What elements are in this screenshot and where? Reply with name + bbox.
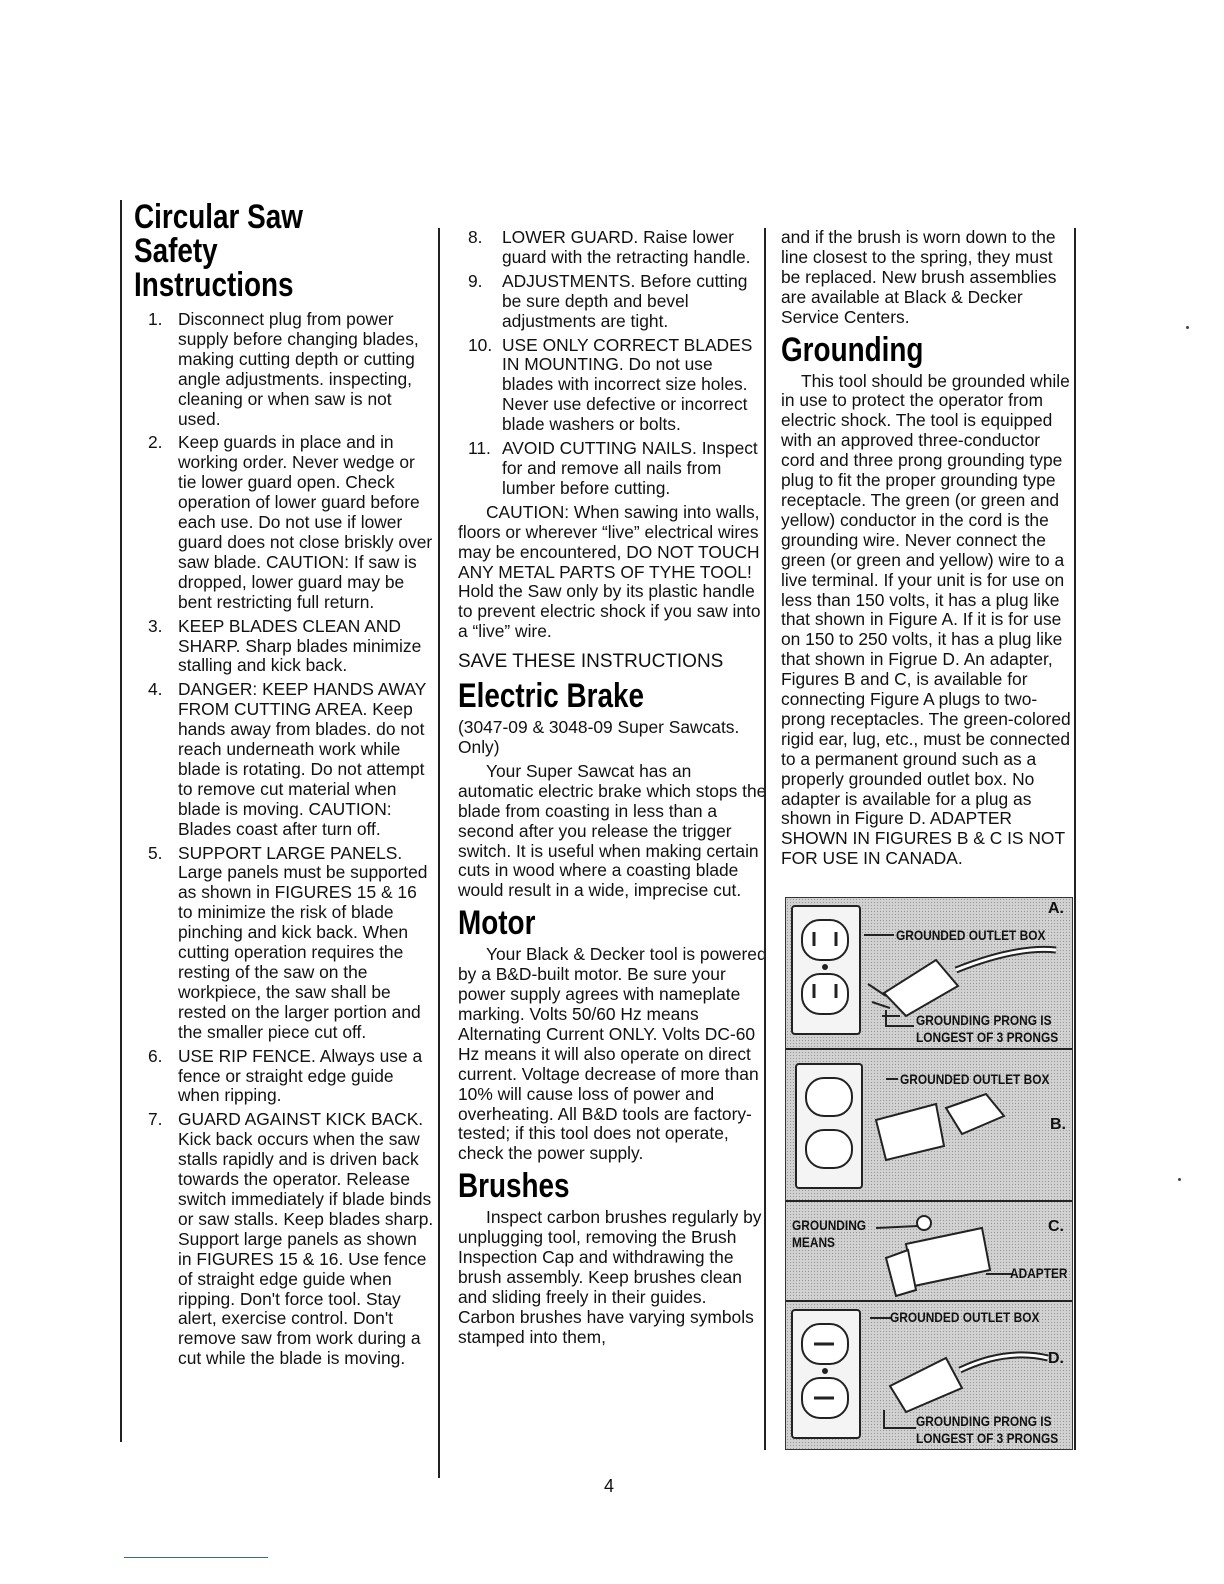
scan-speck [1186,326,1189,329]
figure-c-adapter-label: ADAPTER [1010,1265,1068,1281]
figure-c-means-line2: MEANS [792,1234,835,1250]
item-number: 5. [148,842,163,863]
item-number: 10. [468,334,493,355]
item-number: 1. [148,309,163,329]
figure-divider [786,1048,1072,1050]
safety-heading-line1: Circular Saw Safety [134,198,303,270]
figure-divider [786,1300,1072,1302]
page-number: 4 [604,1476,615,1496]
brushes-text: Inspect carbon brushes regularly by unplugging tool, removing the Brush Inspection Cap and withdrawing the brush assembly. Keep brushes clean and sliding freely in their guides. Carbon brushes have varying symbols stamped into them, [458,1207,762,1347]
item-number: 8. [468,227,483,247]
safety-item [134,844,434,1043]
safety-item [458,336,768,436]
electric-brake-heading: Electric Brake [458,677,644,716]
column-1 [120,200,434,1442]
figure-c-label: C. [1048,1218,1064,1235]
item-text: KEEP BLADES CLEAN AND SHARP. Sharp blades minimize stalling and kick back. [178,615,422,676]
safety-item [458,272,768,332]
column-2 [438,228,768,1478]
safety-list-1 [134,310,434,1369]
motor-heading: Motor [458,904,536,943]
item-number: 7. [148,1109,163,1130]
item-text: USE ONLY CORRECT BLADES IN MOUNTING. Do not use blades with incorrect size holes. Never use defective or incorrect blade washers or bolts. [502,334,753,435]
item-number: 9. [468,270,483,291]
item-text: Disconnect plug from power supply before changing blades, making cutting depth or cutting angle adjustments. inspecting, cleaning or when saw is not used. [178,309,419,429]
safety-item [458,439,768,499]
save-instructions: SAVE THESE INSTRUCTIONS [458,651,724,673]
figure-divider [786,1200,1072,1202]
safety-item [134,1047,434,1107]
safety-item [134,433,434,612]
plug-illustrations [786,898,1073,1450]
figure-a-prong-label-line2: LONGEST OF 3 PRONGS [916,1029,1059,1045]
item-text: Keep guards in place and in working order. Never wedge or tie lower guard open. Check operation of lower guard before each use. Do not use if lower guard does not close briskly over saw blade. CAUTION: If saw is dropped, lower guard may be bent restricting full return. [178,432,433,612]
figure-c-drawing [876,1216,1012,1296]
safety-item [134,680,434,839]
item-text: USE RIP FENCE. Always use a fence or straight edge guide when ripping. [178,1045,423,1106]
figure-c-means-line1: GROUNDING [792,1217,867,1233]
item-text: ADJUSTMENTS. Before cutting be sure depth and bevel adjustments are tight. [502,270,748,331]
scan-speck [1178,1178,1181,1181]
brushes-heading: Brushes [458,1167,570,1206]
item-text: LOWER GUARD. Raise lower guard with the retracting handle. [502,227,751,267]
figure-d-outlet-label: GROUNDED OUTLET BOX [890,1309,1040,1325]
figure-a-label: A. [1048,900,1064,917]
figure-b-label: B. [1050,1116,1066,1133]
caution-paragraph: CAUTION: When sawing into walls, floors or wherever “live” electrical wires may be encountered, DO NOT TOUCH ANY METAL PARTS OF TYHE TOOL! Hold the Saw only by its plastic handle to prevent electric shock if you saw into a “live” wire. [458,501,761,642]
footnote-rule [124,1557,268,1558]
item-text: AVOID CUTTING NAILS. Inspect for and remove all nails from lumber before cutting. [502,438,758,498]
safety-heading-line2: Instructions [134,266,294,304]
item-number: 4. [148,679,163,700]
item-text: DANGER: KEEP HANDS AWAY FROM CUTTING AREA. Keep hands away from blades. do not reach underneath work while blade is rotating. Do not attempt to remove cut material when blade is moving. CAUTION: Blades coast after turn off. [178,679,427,839]
electric-brake-note: (3047-09 & 3048-09 Super Sawcats. Only) [458,717,740,758]
item-text: GUARD AGAINST KICK BACK. Kick back occurs when the saw stalls rapidly and is driven back towards the operator. Release switch immediately if blade binds or saw stalls. Keep blades sharp. Support large panels as shown in FIGURES 15 & 16. Use fence of straight edge guide when ripping. Don't force tool. Stay alert, exercise control. Don't remove saw from work during a cut while the blade is moving. [178,1109,434,1369]
item-number: 6. [148,1045,163,1066]
safety-item [458,228,768,268]
brushes-continued-text: and if the brush is worn down to the line closest to the spring, they must be replaced. New brush assemblies are available at Black & Decker Service Centers. [781,227,1057,327]
item-text: SUPPORT LARGE PANELS. Large panels must be supported as shown in FIGURES 15 & 16 to minimize the risk of blade pinching and kick back. When cutting operation requires the resting of the saw on the workpiece, the saw shall be rested on the larger portion and the smaller piece cut off. [178,842,428,1042]
figure-d-prong-label-line1: GROUNDING PRONG IS [916,1413,1052,1429]
safety-item [134,617,434,677]
figure-d-label: D. [1048,1350,1064,1367]
figure-a-outlet-label: GROUNDED OUTLET BOX [896,927,1046,943]
item-number: 3. [148,615,163,636]
grounding-text: This tool should be grounded while in use to protect the operator from electric shock. The tool is equipped with an approved three-conductor cord and three prong grounding type plug to fit the proper grounding type receptacle. The green (or green and yellow) conductor in the cord is the grounding wire. Never connect the green (or green and yellow) wire to a live terminal. If your unit is for use on less than 150 volts, it has a plug like that shown in Figure A. If it is for use on 150 to 250 volts, it has a plug like that shown in Figrue D. An adapter, Figures B and C, is available for connecting Figure A plugs to two-prong receptacles. The green-colored rigid ear, lug, etc., must be connected to a permanent ground such as a properly grounded outlet box. No adapter is available for a plug as shown in Figure D. ADAPTER SHOWN IN FIGURES B & C IS NOT FOR USE IN CANADA. [781,370,1071,869]
item-number: 11. [468,438,491,459]
item-number: 2. [148,432,163,453]
safety-item [134,1110,434,1369]
safety-list-2 [458,228,768,499]
grounding-heading: Grounding [781,330,924,369]
electric-brake-text: Your Super Sawcat has an automatic electric brake which stops the blade from coasting in less than a second after you release the trigger switch. It is useful when making certain cuts in wood where a coasting blade would result in a wide, imprecise cut. [458,760,767,901]
plug-figures-panel [785,897,1073,1450]
figure-a-prong-label-line1: GROUNDING PRONG IS [916,1012,1052,1028]
motor-text: Your Black & Decker tool is powered by a B&D-built motor. Be sure your power supply agrees with nameplate marking. Volts 50/60 Hz means Alternating Current ONLY. Volts DC-60 Hz means it will also operate on direct current. Voltage decrease of more than 10% will cause loss of power and overheating. All B&D tools are factory-tested; if this tool does not operate, check the power supply. [458,944,767,1164]
safety-item [134,310,434,429]
figure-b-outlet-label: GROUNDED OUTLET BOX [900,1071,1050,1087]
figure-d-prong-label-line2: LONGEST OF 3 PRONGS [916,1430,1059,1446]
